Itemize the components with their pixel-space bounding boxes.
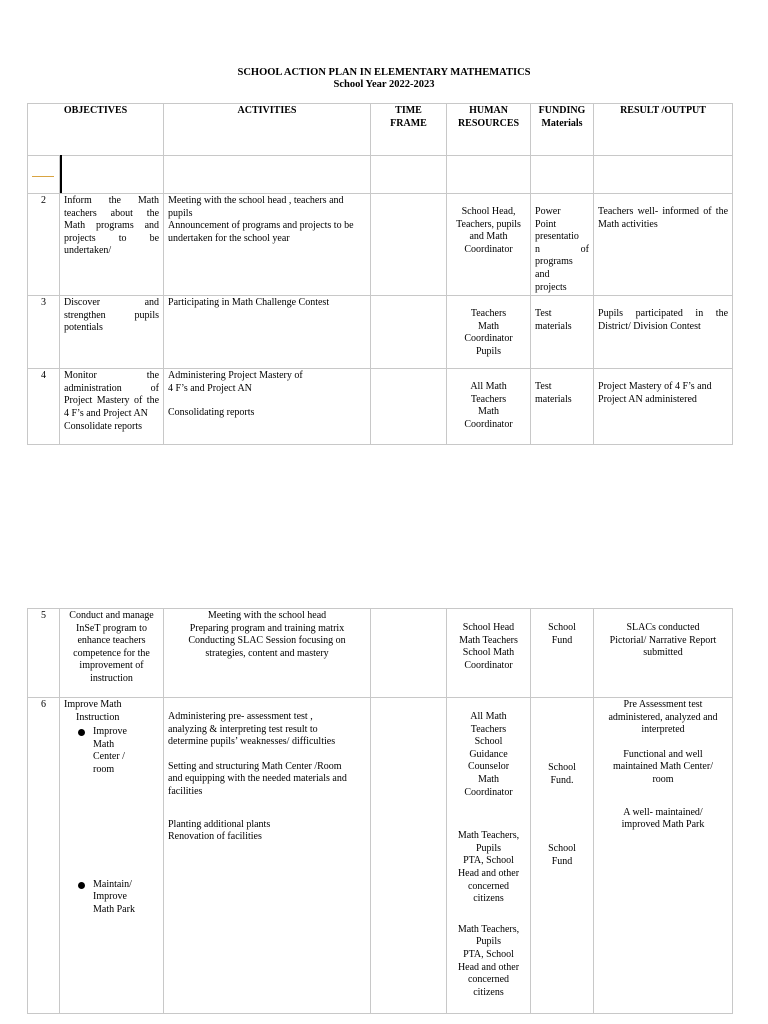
activities-cell: Participating in Math Challenge Contest xyxy=(164,296,371,369)
page-subtitle: School Year 2022-2023 xyxy=(333,79,435,90)
header-objectives: OBJECTIVES xyxy=(28,104,164,156)
time-frame-cell xyxy=(371,609,447,698)
result-cell: Teachers well- informed of the Math activities xyxy=(594,194,733,296)
table-row xyxy=(28,698,733,1014)
table-row xyxy=(28,296,733,369)
row-number: 4 xyxy=(28,369,60,445)
human-resources-cell: School Head, Teachers, pupils and Math Coordinator xyxy=(447,194,531,296)
bullet-icon xyxy=(78,729,85,736)
time-frame-cell xyxy=(371,369,447,445)
funding-cell: Test materials xyxy=(531,369,594,445)
page-title: SCHOOL ACTION PLAN IN ELEMENTARY MATHEMATICS xyxy=(237,67,531,78)
header-result: RESULT /OUTPUT xyxy=(594,104,733,156)
objective-cell: Inform the Math teachers about the Math programs and projects to be undertaken/ xyxy=(60,194,164,296)
human-resources-cell: All Math Teachers School Guidance Counselor Math Coordinator Math Teachers, Pupils PTA, School Head and other concerned citizens Math Teachers, Pupils PTA, School Head and other concerned citizens xyxy=(447,698,531,1014)
row-number: 5 xyxy=(28,609,60,698)
bullet-item: Improve Math Center / room xyxy=(78,726,159,776)
result-cell: Pupils participated in the District/ Division Contest xyxy=(594,296,733,369)
human-resources-cell: Teachers Math Coordinator Pupils xyxy=(447,296,531,369)
bullet-icon xyxy=(78,882,85,889)
orange-mark xyxy=(32,176,54,177)
action-plan-table xyxy=(27,103,733,445)
table-row xyxy=(28,369,733,445)
human-resources-cell: All Math Teachers Math Coordinator xyxy=(447,369,531,445)
funding-cell: School Fund. School Fund xyxy=(531,698,594,1014)
funding-cell: Test materials xyxy=(531,296,594,369)
activities-cell: Meeting with the school head , teachers and pupils Announcement of programs and projects to be undertaken for the school year xyxy=(164,194,371,296)
table-row xyxy=(28,194,733,296)
result-cell: Pre Assessment test administered, analyzed and interpreted Functional and well maintained Math Center/ room A well- maintained/ improved Math Park xyxy=(594,698,733,1014)
time-frame-cell xyxy=(371,194,447,296)
result-cell: SLACs conducted Pictorial/ Narrative Report submitted xyxy=(594,609,733,698)
header-time-frame: TIME FRAME xyxy=(371,104,447,156)
row-number: 2 xyxy=(28,194,60,296)
row-number: 6 xyxy=(28,698,60,1014)
objective-cell: Conduct and manage InSeT program to enhance teachers competence for the improvement of instruction xyxy=(60,609,164,698)
time-frame-cell xyxy=(371,296,447,369)
objective-cell: Improve Math Instruction Improve Math Center / room Maintain/ Improve Math Park xyxy=(60,698,164,1014)
human-resources-cell: School Head Math Teachers School Math Coordinator xyxy=(447,609,531,698)
activities-cell: Meeting with the school head Preparing program and training matrix Conducting SLAC Session focusing on strategies, content and mastery xyxy=(164,609,371,698)
objective-cell: Monitor the administration of Project Mastery of the 4 F’s and Project AN Consolidate reports xyxy=(60,369,164,445)
action-plan-table-continued xyxy=(27,608,733,1014)
text-cursor-mark xyxy=(60,155,62,193)
time-frame-cell xyxy=(371,698,447,1014)
header-funding: FUNDING Materials xyxy=(531,104,594,156)
objective-cell: Discover and strengthen pupils potentials xyxy=(60,296,164,369)
activities-cell: Administering Project Mastery of 4 F’s and Project AN Consolidating reports xyxy=(164,369,371,445)
header-human-resources: HUMAN RESOURCES xyxy=(447,104,531,156)
row-number: 3 xyxy=(28,296,60,369)
table-row-empty xyxy=(28,156,733,194)
funding-cell: School Fund xyxy=(531,609,594,698)
activities-cell: Administering pre- assessment test , analyzing & interpreting test result to determine pupils’ weaknesses/ difficulties Setting and structuring Math Center /Room and equipping with the needed materials and facilities Planting additional plants Renovation of facilities xyxy=(164,698,371,1014)
bullet-item: Maintain/ Improve Math Park xyxy=(78,879,159,917)
header-activities: ACTIVITIES xyxy=(164,104,371,156)
table-header-row xyxy=(28,104,733,156)
funding-cell: Power Point presentatio n of programs and projects xyxy=(531,194,594,296)
result-cell: Project Mastery of 4 F’s and Project AN administered xyxy=(594,369,733,445)
table-row xyxy=(28,609,733,698)
